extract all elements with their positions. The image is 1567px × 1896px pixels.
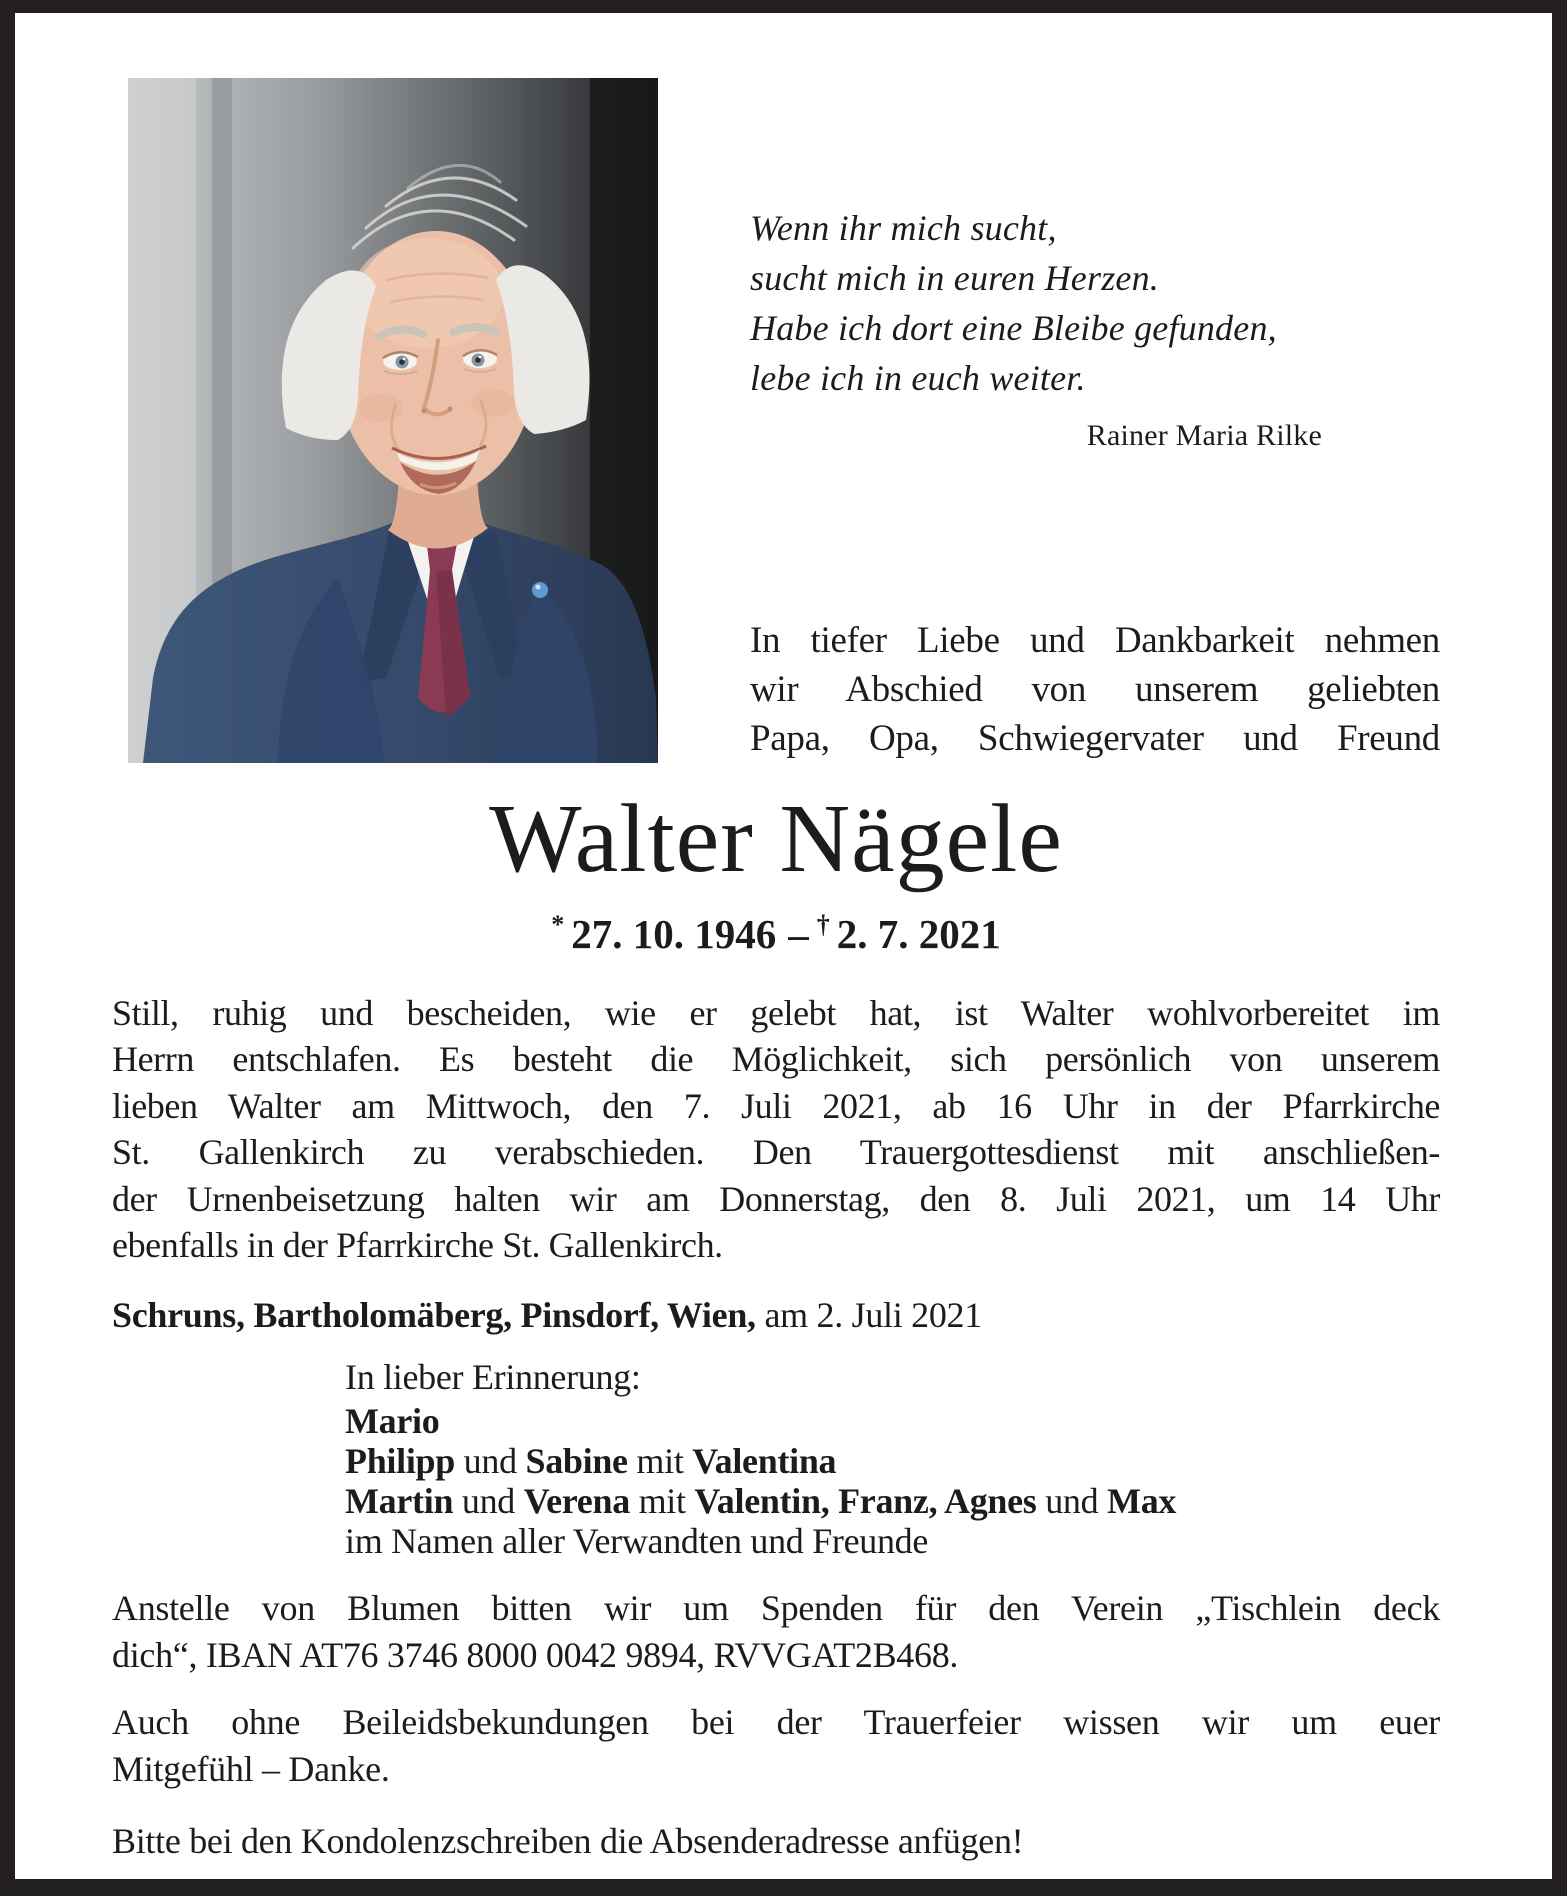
connector: und	[1036, 1480, 1108, 1521]
family-name: Sabine	[525, 1440, 628, 1481]
family-name: Max	[1107, 1480, 1177, 1521]
condolence-text	[112, 1699, 1440, 1793]
obituary-sheet	[15, 13, 1552, 1879]
family-line-1	[345, 1401, 1440, 1441]
quote-attribution: Rainer Maria Rilke	[1086, 419, 1322, 452]
birth-date: 27. 10. 1946	[571, 910, 777, 957]
remembrance-block	[345, 1357, 1440, 1561]
birth-symbol: *	[551, 909, 565, 939]
death-date: 2. 7. 2021	[836, 910, 1001, 957]
dateline-date: am 2. Juli 2021	[755, 1294, 982, 1335]
donation-line-2: dich“, IBAN AT76 3746 8000 0042 9894, RVVGAT2B468.	[112, 1634, 959, 1675]
announcement-line-4: St. Gallenkirch zu verabschieden. Den Trauergottesdienst mit anschließen-	[112, 1132, 1440, 1173]
memorial-quote	[750, 203, 1440, 461]
family-closing: im Namen aller Verwandten und Freunde	[345, 1520, 929, 1561]
dateline	[112, 1291, 1440, 1339]
family-name: Valentina	[692, 1440, 837, 1481]
quote-line-1: Wenn ihr mich sucht,	[750, 208, 1057, 248]
family-name: Valentin, Franz, Agnes	[694, 1480, 1037, 1521]
condolence-line-1: Auch ohne Beileidsbekundungen bei der Trauerfeier wissen wir um euer	[112, 1701, 1440, 1742]
sender-address-note: Bitte bei den Kondolenzschreiben die Absenderadresse anfügen!	[112, 1820, 1024, 1861]
death-symbol: †	[816, 909, 830, 939]
donation-text	[112, 1585, 1440, 1679]
family-name: Mario	[345, 1400, 440, 1441]
remembrance-heading: In lieber Erinnerung:	[345, 1356, 641, 1397]
intro-line-2: wir Abschied von unserem geliebten	[750, 669, 1440, 710]
announcement-line-2: Herrn entschlafen. Es besteht die Möglichkeit, sich persönlich von unserem	[112, 1039, 1440, 1080]
family-line-2	[345, 1441, 1440, 1481]
donation-line-1: Anstelle von Blumen bitten wir um Spenden für den Verein „Tischlein deck	[112, 1587, 1440, 1628]
portrait-image	[128, 78, 658, 763]
condolence-line-2: Mitgefühl – Danke.	[112, 1748, 390, 1789]
announcement-line-3: lieben Walter am Mittwoch, den 7. Juli 2021, ab 16 Uhr in der Pfarrkirche	[112, 1085, 1440, 1126]
family-line-3	[345, 1481, 1440, 1521]
top-section	[112, 13, 1440, 763]
family-name: Philipp	[345, 1440, 455, 1481]
portrait-photo	[128, 78, 658, 763]
quote-line-2: sucht mich in euren Herzen.	[750, 258, 1159, 298]
announcement-line-1: Still, ruhig und bescheiden, wie er gelebt hat, ist Walter wohlvorbereitet im	[112, 992, 1440, 1033]
connector: und	[454, 1440, 526, 1481]
announcement-text	[112, 990, 1440, 1269]
family-name: Martin	[345, 1480, 454, 1521]
life-dates	[112, 899, 1440, 960]
announcement-line-5: der Urnenbeisetzung halten wir am Donnerstag, den 8. Juli 2021, um 14 Uhr	[112, 1178, 1440, 1219]
dates-separator: –	[788, 910, 809, 957]
deceased-name: Walter Nägele	[489, 785, 1063, 893]
quote-line-4: lebe ich in euch weiter.	[750, 358, 1086, 398]
intro-line-3: Papa, Opa, Schwiegervater und Freund	[750, 718, 1440, 759]
connector: mit	[627, 1440, 693, 1481]
connector: und	[453, 1480, 524, 1521]
quote-line-3: Habe ich dort eine Bleibe gefunden,	[750, 308, 1277, 348]
announcement-line-6: ebenfalls in der Pfarrkirche St. Gallenkirch.	[112, 1225, 723, 1266]
family-line-4	[345, 1521, 1440, 1561]
dateline-places: Schruns, Bartholomäberg, Pinsdorf, Wien,	[112, 1294, 756, 1335]
quote-column	[750, 13, 1440, 763]
family-name: Verena	[523, 1480, 630, 1521]
farewell-intro	[750, 616, 1440, 763]
intro-line-1: In tiefer Liebe und Dankbarkeit nehmen	[750, 620, 1440, 661]
connector: mit	[629, 1480, 695, 1521]
